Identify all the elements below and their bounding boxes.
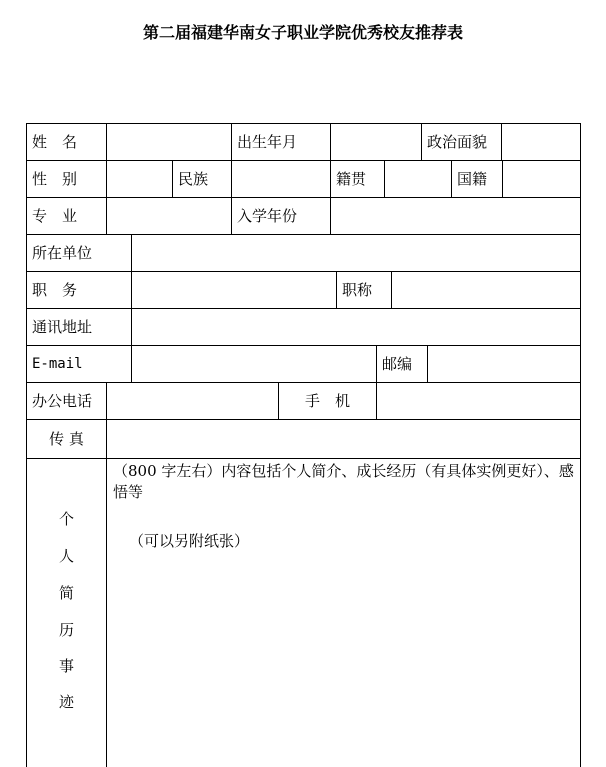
field-name[interactable] <box>106 123 232 161</box>
field-nationality[interactable] <box>502 160 581 198</box>
field-bio[interactable] <box>106 458 581 767</box>
label-nationality: 国籍 <box>451 160 503 198</box>
field-position[interactable] <box>131 271 337 309</box>
bio-char-6: 迹 <box>58 693 74 711</box>
bio-instruction: （800 字左右）内容包括个人简介、成长经历（有具体实例更好）、感悟等 <box>113 462 574 501</box>
field-fax[interactable] <box>106 419 581 459</box>
label-gender: 性 别 <box>26 160 107 198</box>
label-birth: 出生年月 <box>231 123 331 161</box>
label-major: 专 业 <box>26 197 107 235</box>
bio-char-3: 简 <box>58 584 74 602</box>
label-political: 政治面貌 <box>421 123 502 161</box>
label-position: 职 务 <box>26 271 132 309</box>
bio-char-1: 个 <box>58 510 74 528</box>
field-job-title[interactable] <box>391 271 581 309</box>
form-title: 第二届福建华南女子职业学院优秀校友推荐表 <box>142 23 463 42</box>
field-mobile[interactable] <box>376 382 581 420</box>
label-employer: 所在单位 <box>26 234 132 272</box>
field-ethnicity[interactable] <box>231 160 331 198</box>
bio-char-4: 历 <box>58 621 74 639</box>
label-address: 通讯地址 <box>26 308 132 346</box>
field-major[interactable] <box>106 197 232 235</box>
field-gender[interactable] <box>106 160 173 198</box>
label-ethnicity: 民族 <box>172 160 232 198</box>
label-email: E-mail <box>26 345 132 383</box>
label-native-place: 籍贯 <box>330 160 385 198</box>
label-fax: 传 真 <box>26 419 107 459</box>
label-bio <box>26 458 107 767</box>
field-email[interactable] <box>131 345 377 383</box>
field-birth[interactable] <box>330 123 422 161</box>
field-employer[interactable] <box>131 234 581 272</box>
field-native-place[interactable] <box>384 160 452 198</box>
field-enroll-year[interactable] <box>330 197 581 235</box>
label-job-title: 职称 <box>336 271 392 309</box>
bio-char-2: 人 <box>58 547 74 565</box>
label-name: 姓 名 <box>26 123 107 161</box>
label-enroll-year: 入学年份 <box>231 197 331 235</box>
label-postcode: 邮编 <box>376 345 428 383</box>
bio-char-5: 事 <box>58 657 74 675</box>
field-office-phone[interactable] <box>106 382 279 420</box>
field-address[interactable] <box>131 308 581 346</box>
field-postcode[interactable] <box>427 345 581 383</box>
label-office-phone: 办公电话 <box>26 382 107 420</box>
field-political[interactable] <box>501 123 581 161</box>
label-mobile: 手 机 <box>278 382 377 420</box>
bio-note: （可以另附纸张） <box>129 532 250 550</box>
